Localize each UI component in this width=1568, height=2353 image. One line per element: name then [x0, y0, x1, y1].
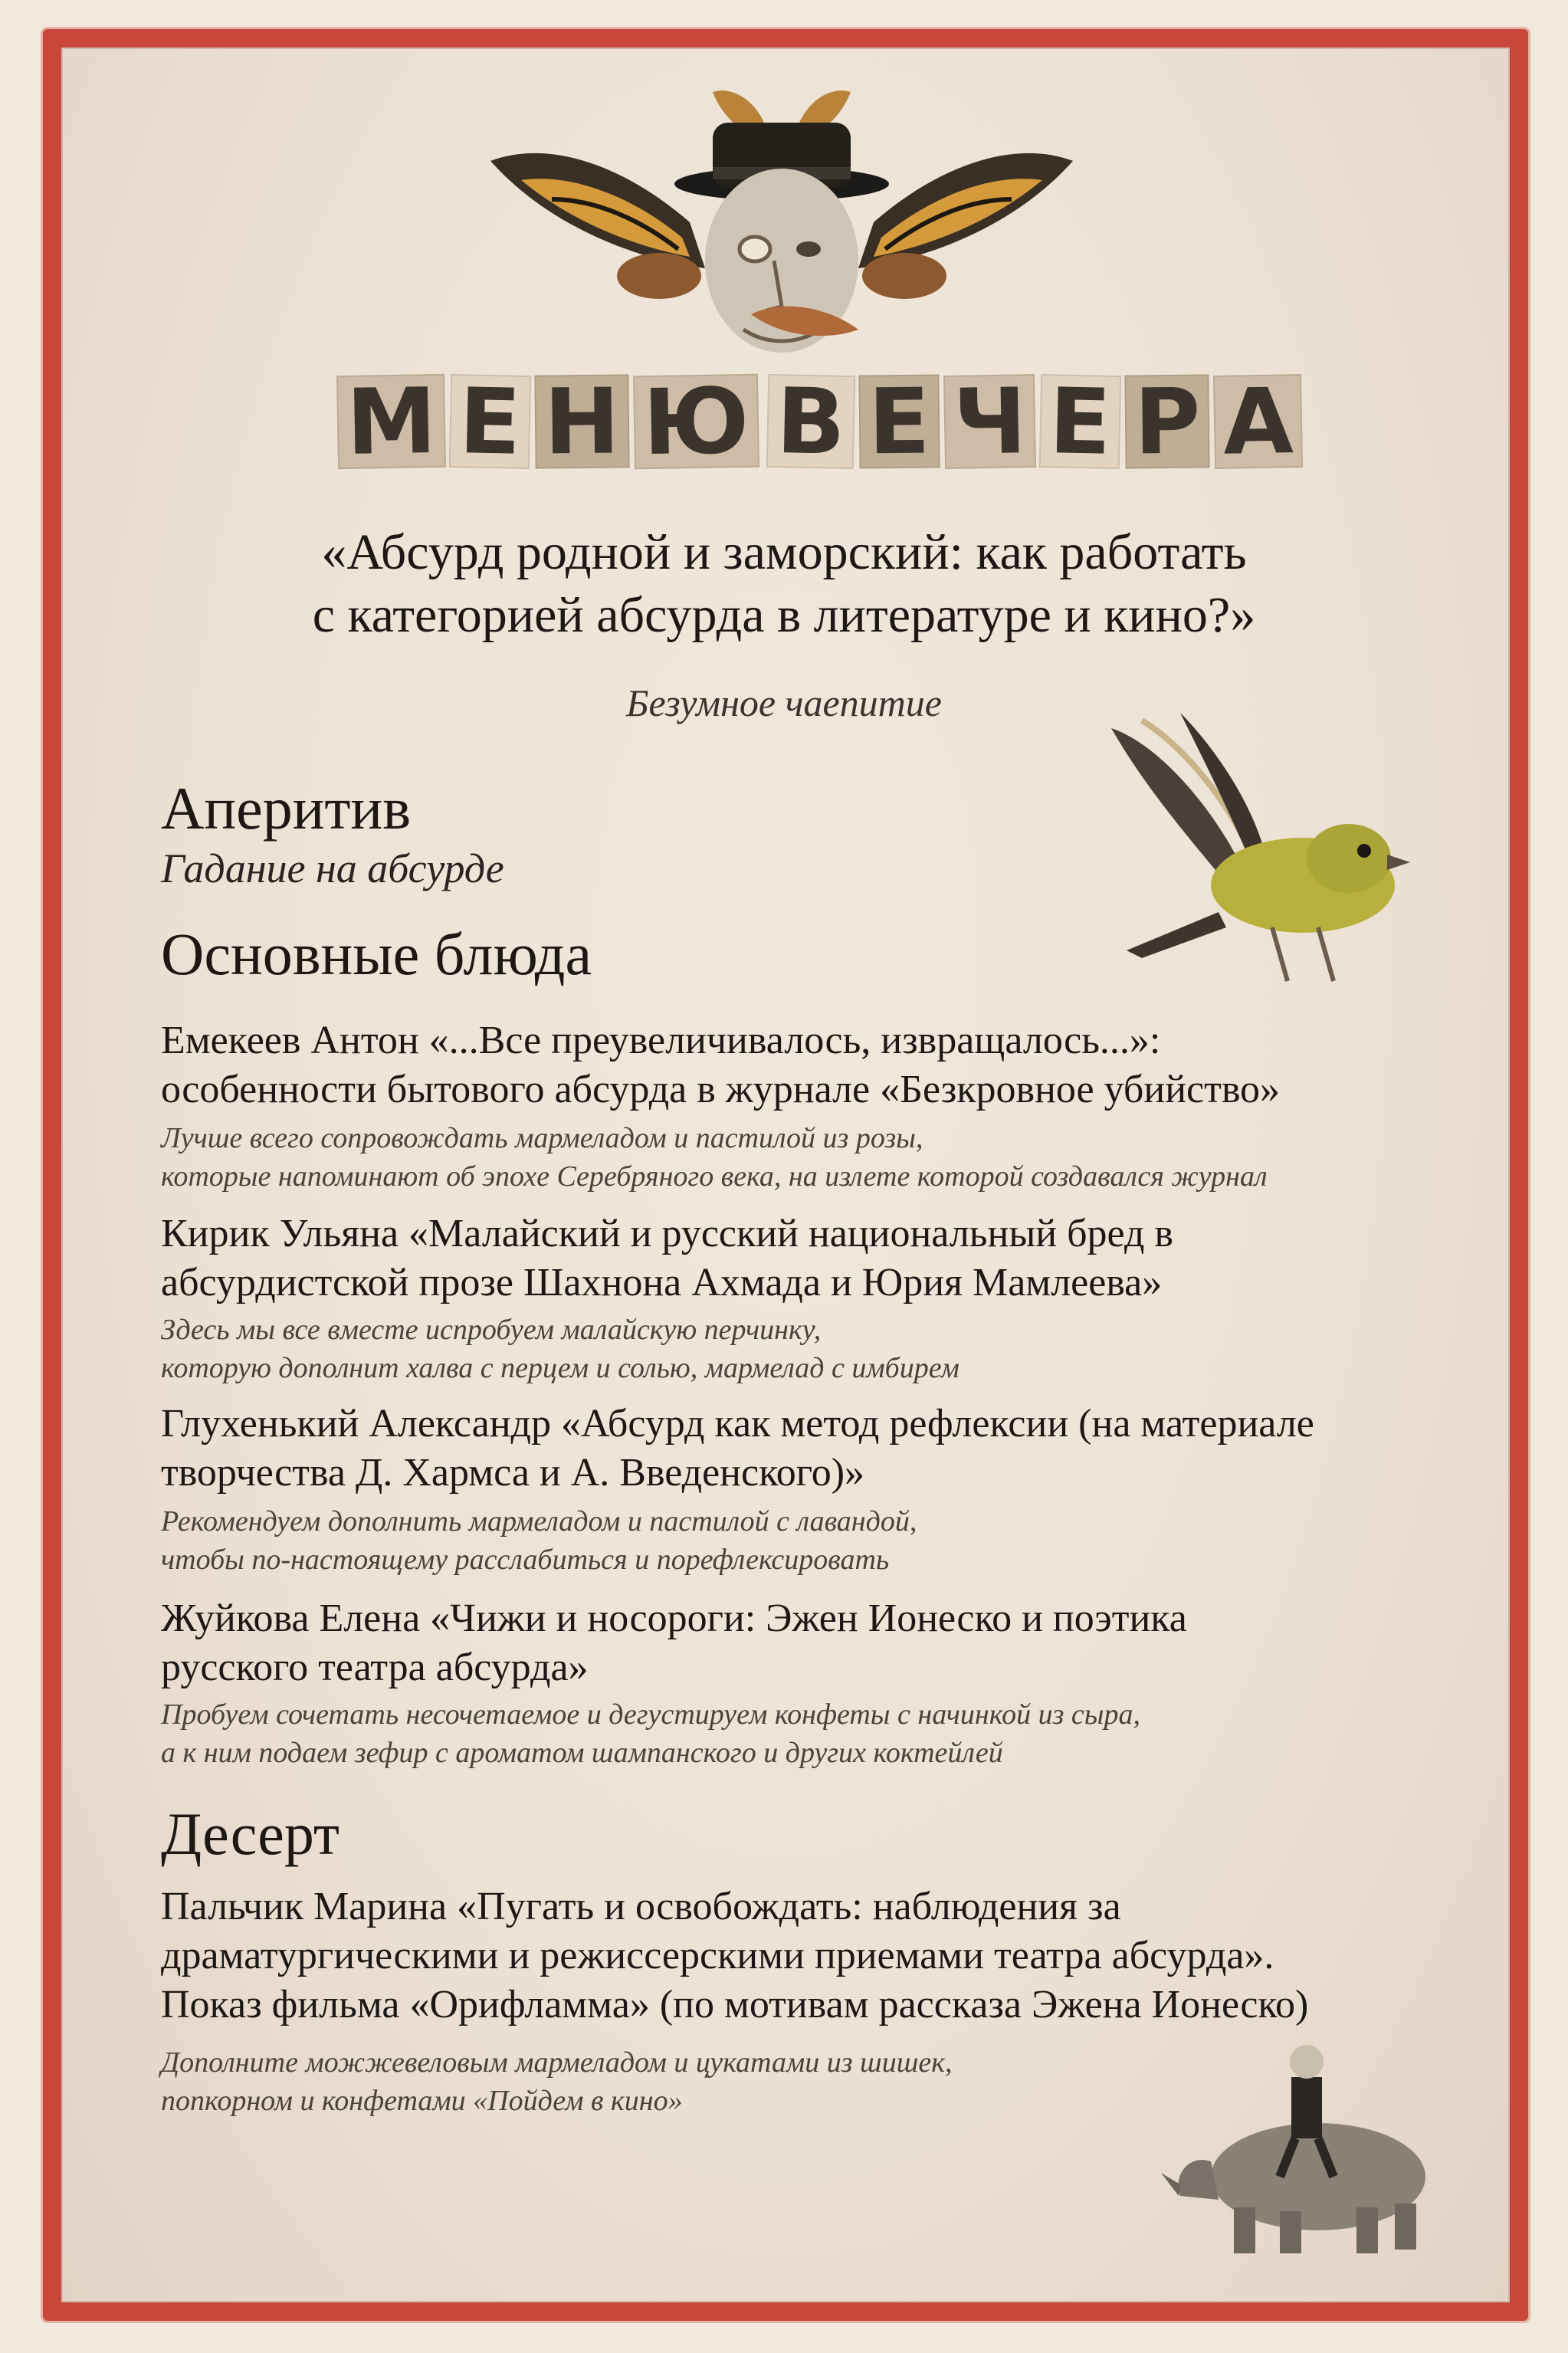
title-letter: В	[766, 374, 855, 469]
entry-title-line: абсурдистской прозе Шахнона Ахмада и Юрия Мамлеева»	[161, 1261, 1163, 1304]
entry-title-line: творчества Д. Хармса и А. Введенского)»	[161, 1451, 865, 1495]
menu-entry-title	[161, 1882, 1464, 2030]
menu-entry-note	[161, 1502, 1464, 1579]
entry-note-line: чтобы по-настоящему расслабиться и порефлексировать	[161, 1544, 890, 1576]
title-letter: Е	[449, 374, 531, 469]
title-letter: А	[1213, 374, 1303, 469]
entry-note-line: которую дополнит халва с перцем и солью, мармелад с имбирем	[161, 1352, 959, 1384]
rhino-rider-illustration	[1157, 2031, 1441, 2261]
entry-title-line: Показ фильма «Орифламма» (по мотивам рассказа Эжена Ионеско)	[161, 1983, 1309, 2026]
title-letter: Е	[859, 374, 940, 468]
entry-title-line: Глухенький Александр «Абсурд как метод рефлексии (на материале	[161, 1402, 1314, 1446]
entry-note-line: Лучше всего сопровождать мармеладом и пастилой из розы,	[161, 1122, 923, 1154]
entry-note-line: попкорном и конфетами «Пойдем в кино»	[161, 2085, 683, 2117]
event-subtitle	[138, 521, 1430, 647]
entry-note-line: Здесь мы все вместе испробуем малайскую перчинку,	[161, 1314, 822, 1346]
entry-title-line: Жуйкова Елена «Чижи и носороги: Эжен Ионеско и поэтика	[161, 1597, 1187, 1640]
title-letter: Е	[1039, 374, 1121, 469]
title-letter: М	[336, 374, 447, 469]
main-courses-heading: Основные блюда	[161, 921, 592, 987]
entry-note-line: а к ним подаем зефир с ароматом шампанского и других коктейлей	[161, 1737, 1003, 1769]
tagline: Безумное чаепитие	[626, 681, 942, 724]
menu-entry-note	[161, 1119, 1464, 1196]
menu-entry-title	[161, 1400, 1464, 1498]
entry-title-line: Кирик Ульяна «Малайский и русский национальный бред в	[161, 1212, 1173, 1255]
subtitle-line: «Абсурд родной и заморский: как работать	[321, 524, 1247, 580]
menu-entry-note	[161, 1695, 1464, 1772]
title-letter: Ю	[633, 374, 759, 470]
menu-entry-title	[161, 1016, 1464, 1114]
winged-man-illustration	[460, 77, 1104, 368]
siskin-bird-illustration	[1096, 713, 1433, 1004]
entry-title-line: драматургическими и режиссерскими приемами театра абсурда».	[161, 1934, 1274, 1977]
menu-entry-title	[161, 1209, 1464, 1308]
aperitif-item: Гадание на абсурде	[161, 845, 504, 891]
aperitif-heading: Аперитив	[161, 775, 412, 842]
entry-title-line: Пальчик Марина «Пугать и освобождать: наблюдения за	[161, 1885, 1121, 1928]
entry-note-line: Дополните можжевеловым мармеладом и цукатами из шишек,	[161, 2046, 953, 2079]
menu-title	[337, 367, 1294, 476]
menu-entry-note	[161, 1311, 1464, 1387]
entry-title-line: русского театра абсурда»	[161, 1646, 589, 1689]
title-letter: Ч	[943, 374, 1036, 469]
title-letter: Р	[1124, 374, 1210, 468]
entry-note-line: Рекомендуем дополнить мармеладом и пастилой с лавандой,	[161, 1505, 917, 1537]
entry-title-line: особенности бытового абсурда в журнале «Безкровное убийство»	[161, 1068, 1281, 1111]
entry-note-line: которые напоминают об эпохе Серебряного века, на излете которой создавался журнал	[161, 1160, 1268, 1193]
subtitle-line: с категорией абсурда в литературе и кино?»	[312, 587, 1256, 643]
title-letter: Н	[534, 374, 629, 468]
menu-entry-title	[161, 1594, 1464, 1692]
entry-note-line: Пробуем сочетать несочетаемое и дегустируем конфеты с начинкой из сыра,	[161, 1698, 1140, 1731]
dessert-heading: Десерт	[161, 1800, 340, 1867]
entry-title-line: Емекеев Антон «...Все преувеличивалось, извращалось...»:	[161, 1019, 1161, 1062]
